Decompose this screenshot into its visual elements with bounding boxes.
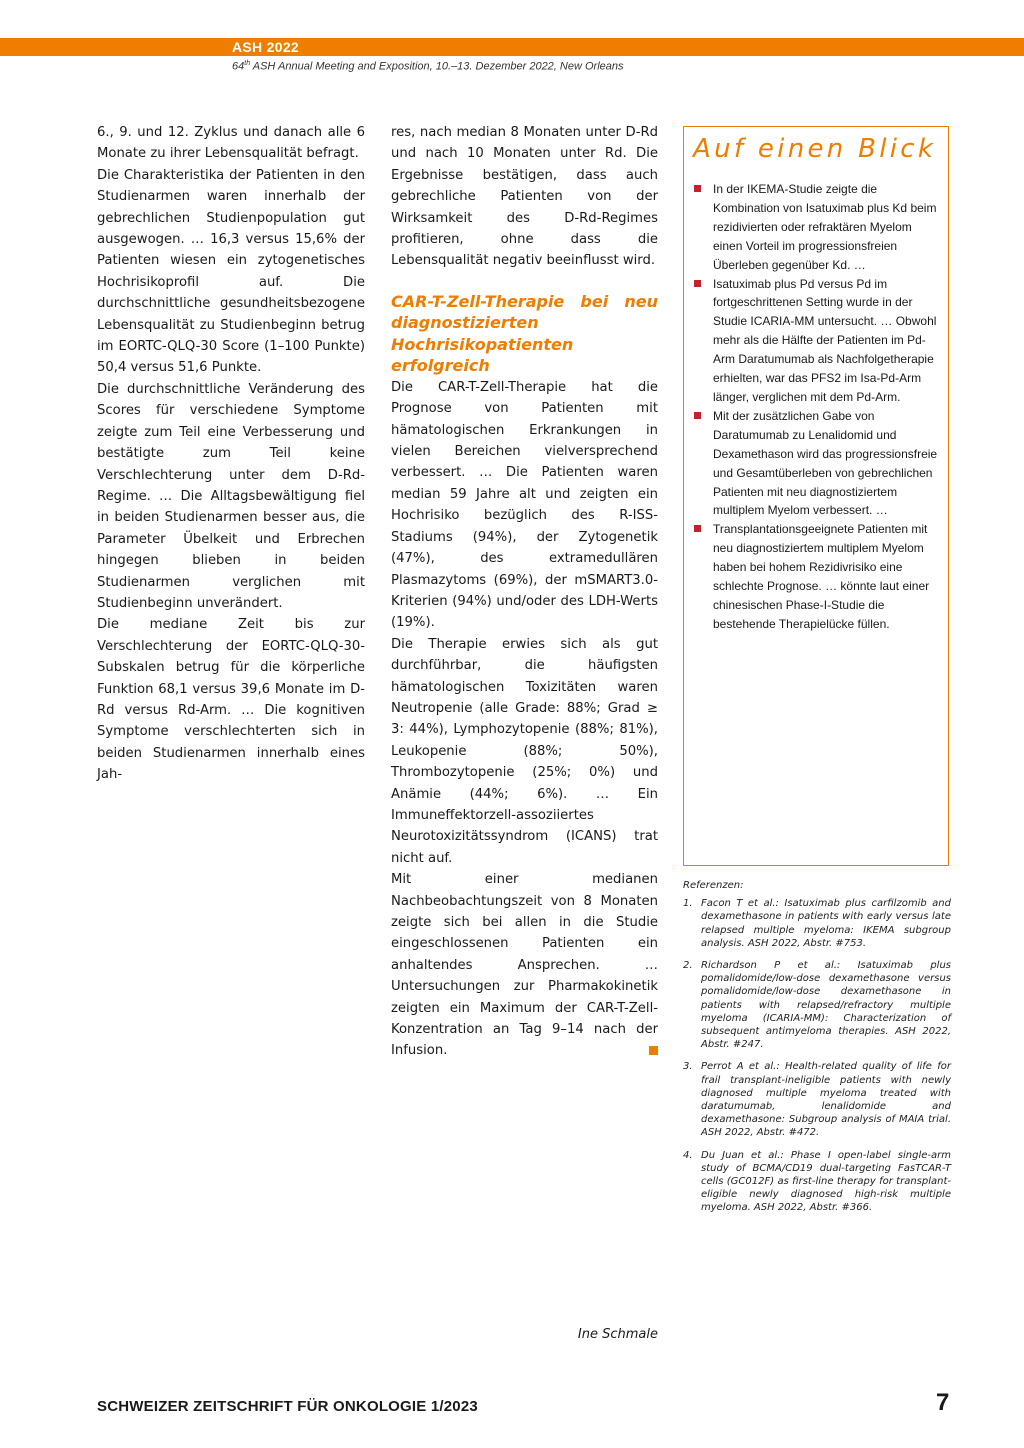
paragraph: Die Therapie erwies sich als gut durchführbar, die häufigsten hämatologischen Toxizitäten waren Neutropenie (alle Grade: 88%; Grad ≥ 3: 44%), Lymphozytopenie (88%; 81%), Leukopenie (88%; 50%), Thrombozytopenie (25%; 0%) und Anämie (44%; 6%). … Ein Immuneffektorzell-assoziiertes Neurotoxizitätssyndrom (ICANS) trat nicht auf.	[391, 636, 658, 866]
text-column-1	[97, 122, 365, 786]
reference-item: 2. Richardson P et al.: Isatuximab plus pomalidomide/low-dose dexamethasone versus pomalidomide/low-dose dexamethasone in patients with relapsed/refractory multiple myeloma (ICARIA-MM): Characterization of subsequent antimyeloma therapies. ASH 2022, Abstr. #247.	[683, 960, 951, 1051]
reference-item: 3. Perrot A et al.: Health-related quality of life for frail transplant-ineligible patients with newly diagnosed multiple myeloma treated with daratumumab, lenalidomide and dexamethasone: Subgroup analysis of MAIA trial. ASH 2022, Abstr. #472.	[683, 1061, 951, 1139]
paragraph: Mit einer medianen Nachbeobachtungszeit von 8 Monaten zeigte sich bei allen in die Studie eingeschlossenen Patienten ein anhaltendes Ansprechen. … Untersuchungen zur Pharmakokinetik zeigten ein Maximum der CAR-T-Zell-Konzentration an Tag 9–14 nach der Infusion.	[391, 872, 658, 1059]
text-column-2	[391, 122, 658, 1062]
summary-list	[693, 180, 941, 634]
paragraph: Die CAR-T-Zell-Therapie hat die Prognose von Patienten mit hämatologischen Erkrankungen in vielen Bereichen vielversprechend verbessert. … Die Patienten waren median 59 Jahre alt und zeigten ein Hochrisiko bezüglich des R-ISS-Stadiums (94%), der Zytogenetik (47%), des extramedullären Plasmazytoms (69%), der mSMART3.0-Kriterien (94%) und/oder des LDH-Werts (19%).	[391, 379, 658, 631]
summary-item: Mit der zusätzlichen Gabe von Daratumumab zu Lenalidomid und Dexamethason wird das progressionsfreie und Gesamtüberleben von gebrechlichen Patienten mit neu diagnostiziertem multiplem Myelom verbessert. …	[693, 407, 941, 520]
paragraph: 6., 9. und 12. Zyklus und danach alle 6 Monate zu ihrer Lebensqualität befragt.	[97, 125, 365, 162]
paragraph: res, nach median 8 Monaten unter D-Rd und nach 10 Monaten unter Rd. Die Ergebnisse bestätigen, dass auch gebrechliche Patienten von der Wirksamkeit des D-Rd-Regimes profitieren, ohne dass die Lebensqualität negativ beeinflusst wird.	[391, 125, 658, 269]
references-list	[683, 897, 951, 1214]
references-heading: Referenzen:	[683, 880, 744, 891]
references	[683, 879, 951, 1224]
end-mark-icon	[649, 1046, 658, 1055]
author-name: Ine Schmale	[577, 1327, 658, 1342]
reference-item: 4. Du Juan et al.: Phase I open-label single-arm study of BCMA/CD19 dual-targeting FasTCAR-T cells (GC012F) as first-line therapy for transplant-eligible newly diagnosed high-risk multiple myeloma. ASH 2022, Abstr. #366.	[683, 1149, 951, 1214]
paragraph: Die durchschnittliche Veränderung des Scores für verschiedene Symptome zeigte zum Teil eine Verbesserung und bestätigte zum Teil keine Verschlechterung unter dem D-Rd-Regime. … Die Alltagsbewältigung fiel in beiden Studienarmen besser aus, die Parameter Übelkeit und Erbrechen hingegen blieben in beiden Studienarmen verglichen mit Studienbeginn unverändert.	[97, 381, 365, 611]
summary-item: Transplantationsgeeignete Patienten mit neu diagnostiziertem multiplem Myelom haben bei hohem Rezidivrisiko eine schlechte Prognose. … könnte laut einer chinesischen Phase-I-Studie die bestehende Therapielücke füllen.	[693, 520, 941, 633]
reference-item: 1. Facon T et al.: Isatuximab plus carfilzomib and dexamethasone in patients with early versus late relapsed multiple myeloma: IKEMA subgroup analysis. ASH 2022, Abstr. #753.	[683, 898, 951, 949]
square-bullet-icon	[694, 525, 701, 532]
square-bullet-icon	[694, 412, 701, 419]
square-bullet-icon	[694, 185, 701, 192]
congress-subtitle: 64th ASH Annual Meeting and Exposition, 10.–13. Dezember 2022, New Orleans	[232, 60, 624, 73]
summary-item: In der IKEMA-Studie zeigte die Kombination von Isatuximab plus Kd beim rezidivierten oder refraktären Myelom einen Vorteil im progressionsfreien Überleben gegenüber Kd. …	[693, 180, 941, 275]
summary-item: Isatuximab plus Pd versus Pd im fortgeschrittenen Setting wurde in der Studie ICARIA-MM untersucht. … Obwohl mehr als die Hälfte der Patienten im Pd-Arm Daratumumab als Nachfolgetherapie erhielten, war das PFS2 im Isa-Pd-Arm länger, verglichen mit dem Pd-Arm.	[693, 275, 941, 407]
journal-footer: SCHWEIZER ZEITSCHRIFT FÜR ONKOLOGIE 1/2023	[97, 1398, 478, 1415]
congress-label: ASH 2022	[232, 39, 299, 55]
square-bullet-icon	[694, 280, 701, 287]
header-bar	[0, 38, 1024, 56]
paragraph: Die Charakteristika der Patienten in den Studienarmen waren innerhalb der gebrechlichen Studienpopulation gut ausgewogen. … 16,3 versus 15,6% der Patienten wiesen ein zytogenetisches Hochrisikoprofil auf. Die durchschnittliche gesundheitsbezogene Lebensqualität zu Studienbeginn betrug im EORTC-QLQ-30 Score (1–100 Punkte) 50,4 versus 51,6 Punkte.	[97, 167, 365, 376]
section-heading: CAR-T-Zell-Therapie bei neu diagnostizierten Hochrisikopatienten erfolgreich	[391, 291, 658, 376]
page-number: 7	[936, 1389, 950, 1416]
summary-box-title: Auf einen Blick	[693, 134, 937, 164]
paragraph: Die mediane Zeit bis zur Verschlechterung der EORTC-QLQ-30-Subskalen betrug für die körperliche Funktion 68,1 versus 39,6 Monate im D-Rd versus Rd-Arm. … Die kognitiven Symptome verschlechterten sich in beiden Studienarmen innerhalb eines Jah-	[97, 617, 365, 783]
